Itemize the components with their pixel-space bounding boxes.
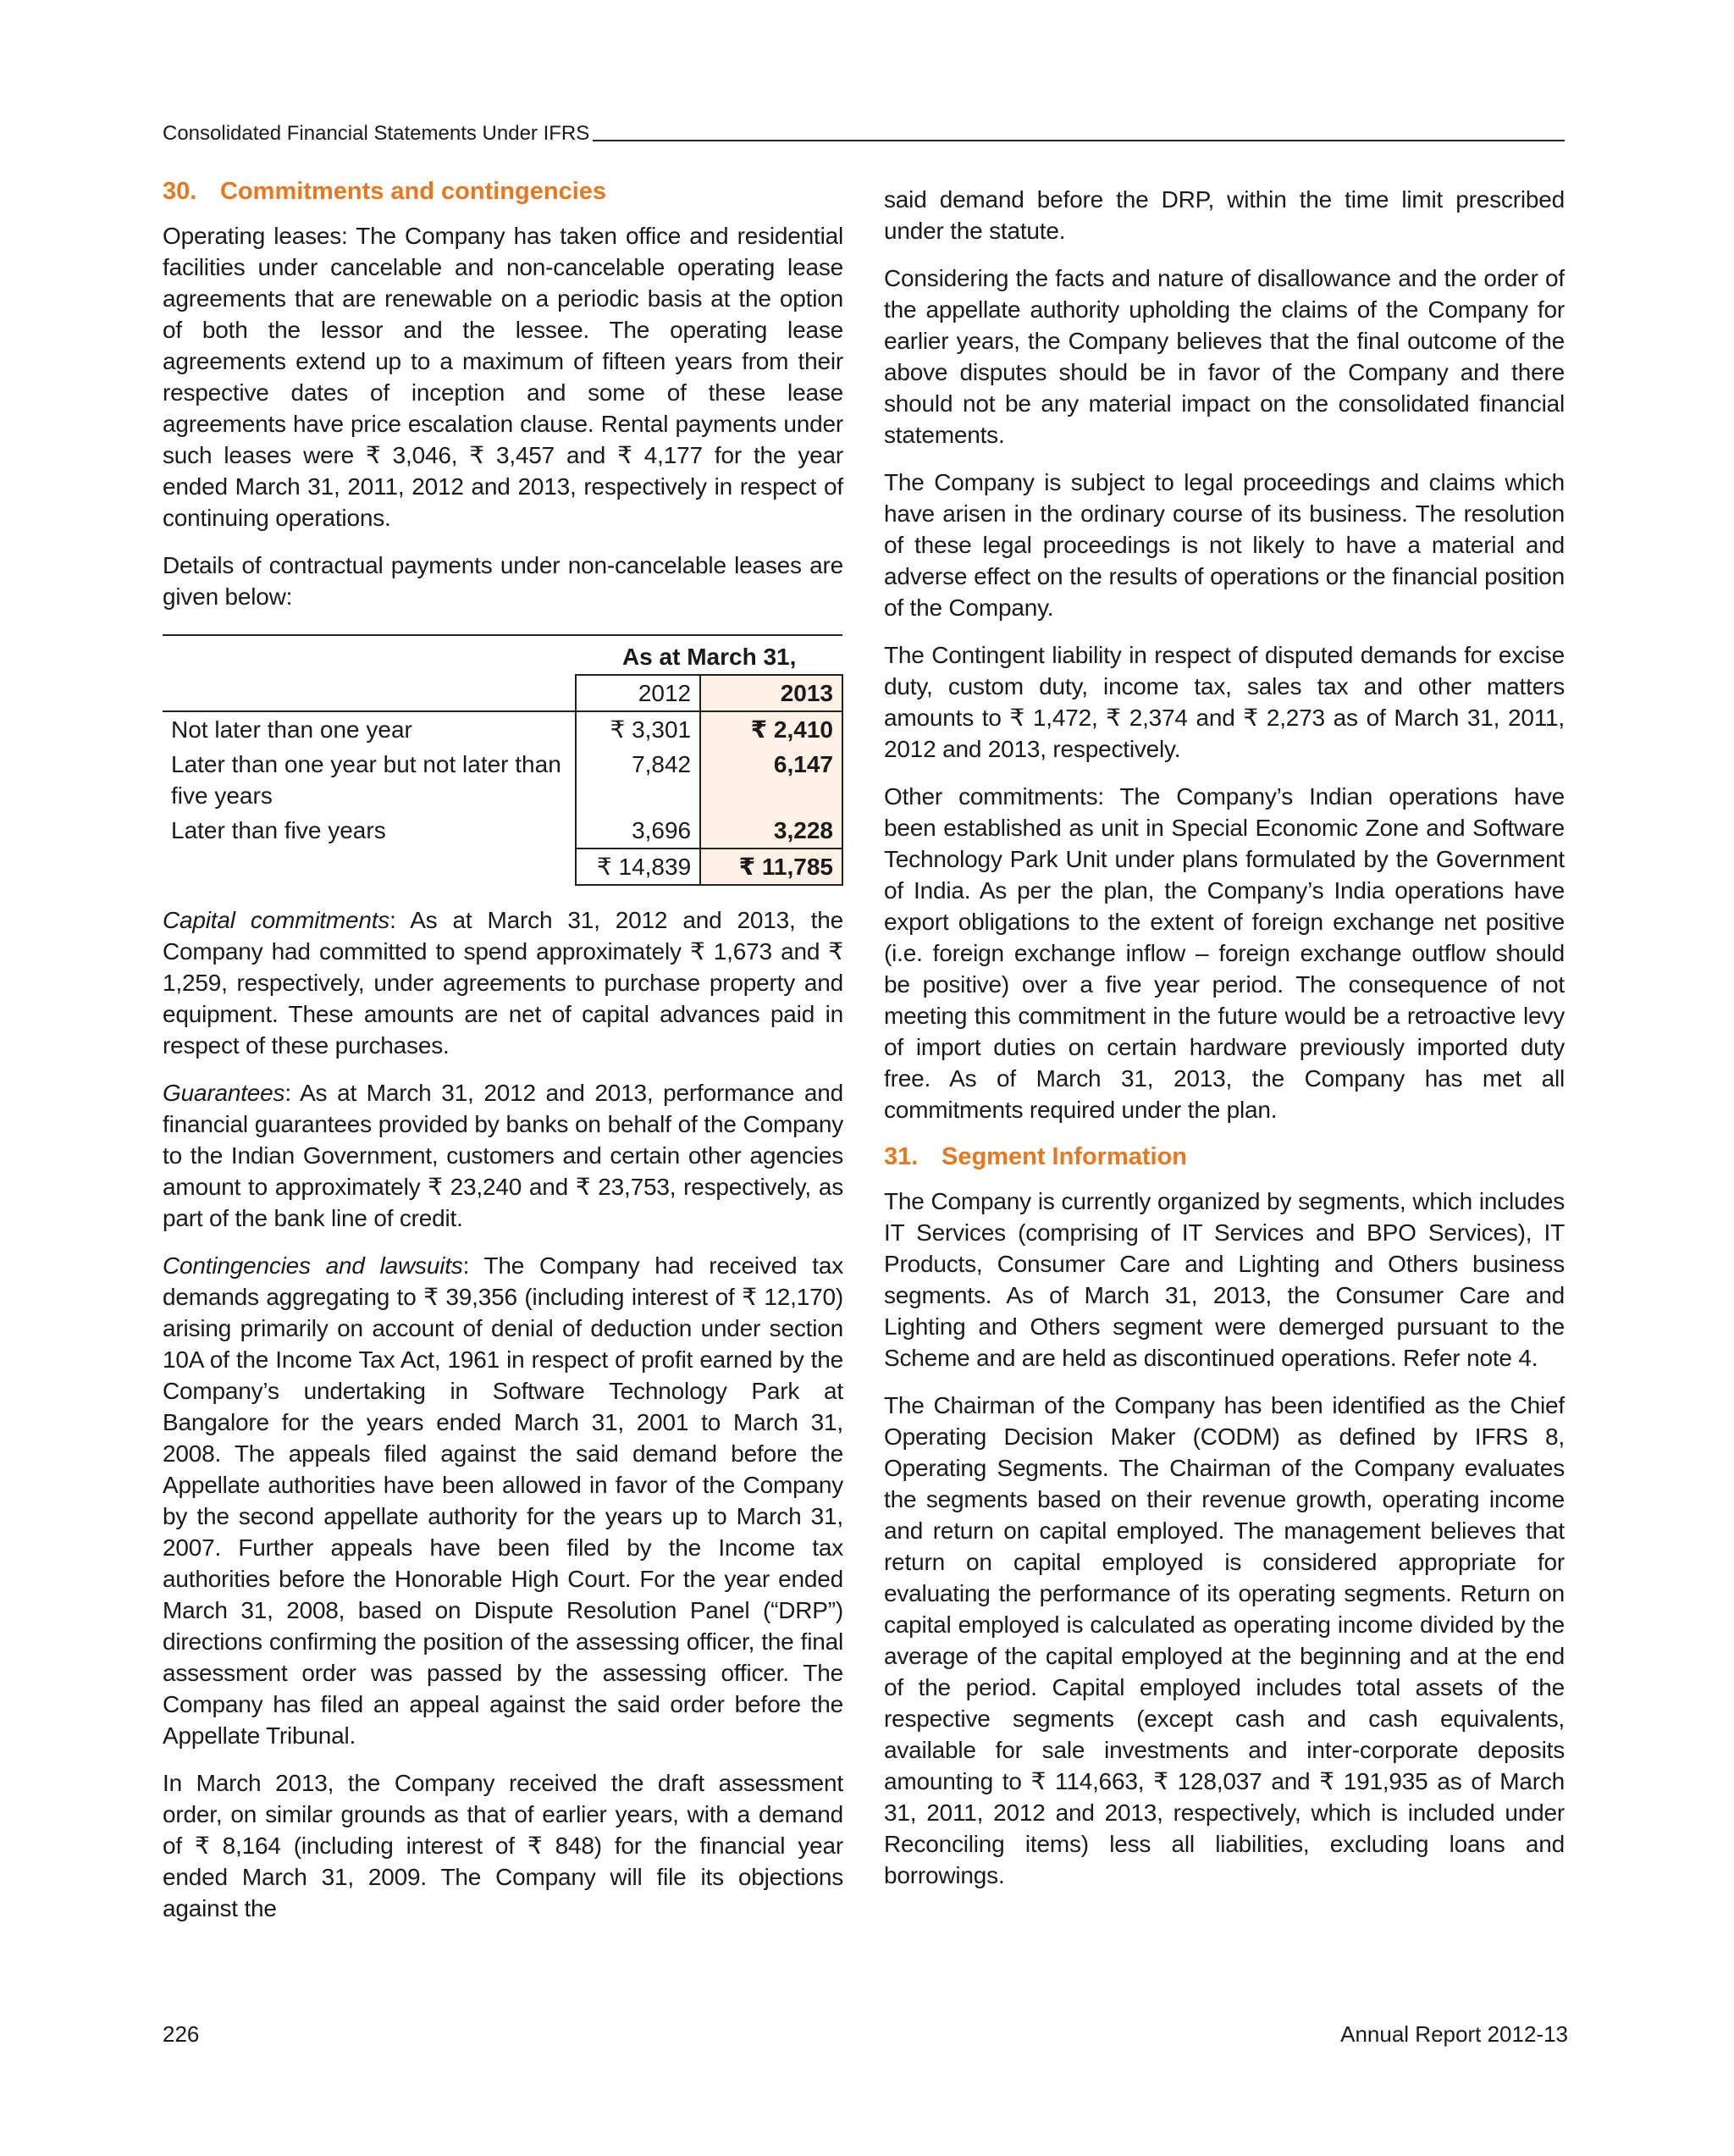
codm-paragraph: The Chairman of the Company has been identified as the Chief Operating Decision Maker (CODM) as defined by IFRS 8, Operating Segments. The Chairman of the Company evaluates the segments based on their revenue growth, operating income and return on capital employed. The management believes that return on capital employed is considered appropriate for evaluating the performance of its operating segments. Return on capital employed is calculated as operating income divided by the average of the capital employed at the beginning and at the end of the period. Capital employed includes total assets of the respective segments (except cash and cash equivalents, available for sale investments and inter-corporate deposits amounting to ₹ 114,663, ₹ 128,037 and ₹ 191,935 as of March 31, 2011, 2012 and 2013, respectively, which is included under Reconciling items) less all liabilities, excluding loans and borrowings. — [884, 1392, 1565, 1888]
section-31-number: 31. — [884, 1143, 919, 1170]
running-header-title: Consolidated Financial Statements Under IFRS — [163, 122, 590, 145]
row-value-2013: 6,147 — [700, 747, 842, 813]
guarantees-paragraph — [163, 1077, 843, 1234]
section-30-heading — [163, 176, 843, 207]
legal-proceedings-paragraph: The Company is subject to legal proceedings and claims which have arisen in the ordinary course of its business. The resolution of these legal proceedings is not likely to have a material and adverse effect on the results of operations or the financial position of the Company. — [884, 469, 1565, 621]
report-title: Annual Report 2012-13 — [1340, 2021, 1568, 2047]
contingencies-text: : The Company had received tax demands aggregating to ₹ 39,356 (including interest of ₹ 12,170) arising primarily on account of denial of deduction under section 10A of the Income Tax Act, 1961 in respect of profit earned by the Company’s undertaking in Software Technology Park at Bangalore for the years ended March 31, 2001 to March 31, 2008. The appeals filed against the said demand before the Appellate authorities have been allowed in favor of the Company by the second appellate authority for the years up to March 31, 2007. Further appeals have been filed by the Income tax authorities before the Honorable High Court. For the year ended March 31, 2008, based on Dispute Resolution Panel (“DRP”) directions confirming the position of the assessing officer, the final assessment order was passed by the assessing officer. The Company has filed an appeal against the said order before the Appellate Tribunal. — [163, 1252, 844, 1749]
page-number: 226 — [163, 2021, 200, 2047]
segments-paragraph: The Company is currently organized by segments, which includes IT Services (comprising of IT Services and BPO Services), IT Products, Consumer Care and Lighting and Others business segments. As of March 31, 2013, the Consumer Care and Lighting and Others segment were demerged pursuant to the Scheme and are held as discontinued operations. Refer note 4. — [884, 1188, 1565, 1371]
left-column — [163, 176, 843, 1940]
lease-payments-table — [163, 634, 843, 886]
page-footer — [163, 2021, 1568, 2048]
running-header — [163, 121, 1565, 146]
total-2013: ₹ 11,785 — [700, 849, 842, 885]
table-row — [163, 711, 842, 747]
column-header-2013: 2013 — [700, 675, 842, 711]
drp-continuation-paragraph: said demand before the DRP, within the time limit prescribed under the statute. — [884, 186, 1565, 244]
total-2012: ₹ 14,839 — [576, 849, 700, 885]
section-31-heading — [884, 1142, 1565, 1172]
draft-assessment-paragraph: In March 2013, the Company received the draft assessment order, on similar grounds as that of earlier years, with a demand of ₹ 8,164 (including interest of ₹ 848) for the financial year ended March 31, 2009. The Company will file its objections against the — [163, 1770, 843, 1921]
contingencies-paragraph — [163, 1250, 843, 1751]
operating-leases-paragraph: Operating leases: The Company has taken office and residential facilities under cancelable and non-cancelable operating lease agreements that are renewable on a periodic basis at the option of both the lessor and the lessee. The operating lease agreements extend up to a maximum of fifteen years from their respective dates of inception and some of these lease agreements have price escalation clause. Rental payments under such leases were ₹ 3,046, ₹ 3,457 and ₹ 4,177 for the year ended March 31, 2011, 2012 and 2013, respectively in respect of continuing operations. — [163, 223, 843, 531]
table-row — [163, 747, 842, 813]
table-row — [163, 813, 842, 849]
row-value-2013: 3,228 — [700, 813, 842, 849]
other-commitments-paragraph: Other commitments: The Company’s Indian operations have been established as unit in Special Economic Zone and Software Technology Park Unit under plans formulated by the Government of India. As per the plan, the Company’s India operations have export obligations to the extent of foreign exchange net positive (i.e. foreign exchange inflow – foreign exchange outflow should be positive) over a five year period. The consequence of not meeting this commitment in the future would be a retroactive levy of import duties on certain hardware previously imported duty free. As of March 31, 2013, the Company has met all commitments required under the plan. — [884, 783, 1565, 1123]
disallowance-paragraph: Considering the facts and nature of disallowance and the order of the appellate authority upholding the claims of the Company for earlier years, the Company believes that the final outcome of the above disputes should be in favor of the Company and there should not be any material impact on the consolidated financial statements. — [884, 265, 1565, 448]
table-total-row — [163, 849, 842, 885]
table-group-header: As at March 31, — [621, 644, 797, 670]
capital-commitments-text: : As at March 31, 2012 and 2013, the Company had committed to spend approximately ₹ 1,673 and ₹ 1,259, respectively, under agreements to purchase property and equipment. These amounts are net of capital advances paid in respect of these purchases. — [163, 907, 843, 1059]
capital-commitments-label: Capital commitments — [163, 907, 390, 933]
row-label: Later than one year but not later than five years — [171, 751, 561, 809]
capital-commitments-paragraph — [163, 904, 843, 1061]
section-30-number: 30. — [163, 178, 197, 205]
contingencies-label: Contingencies and lawsuits — [163, 1252, 463, 1279]
row-value-2012: 7,842 — [576, 747, 700, 813]
row-value-2013: ₹ 2,410 — [700, 711, 842, 747]
guarantees-label: Guarantees — [163, 1080, 285, 1106]
right-column — [884, 184, 1565, 1907]
guarantees-text: : As at March 31, 2012 and 2013, performance and financial guarantees provided by banks on behalf of the Company to the Indian Government, customers and certain other agencies amount to approximately ₹ 23,240 and ₹ 23,753, respectively, as part of the bank line of credit. — [163, 1080, 843, 1231]
row-value-2012: ₹ 3,301 — [576, 711, 700, 747]
lease-details-intro: Details of contractual payments under non-cancelable leases are given below: — [163, 552, 843, 610]
header-rule — [593, 140, 1565, 141]
row-value-2012: 3,696 — [576, 813, 700, 849]
column-header-2012: 2012 — [576, 675, 700, 711]
section-30-title: Commitments and contingencies — [220, 178, 607, 205]
row-label: Not later than one year — [171, 716, 412, 743]
contingent-liability-paragraph: The Contingent liability in respect of disputed demands for excise duty, custom duty, income tax, sales tax and other matters amounts to ₹ 1,472, ₹ 2,374 and ₹ 2,273 as of March 31, 2011, 2012 and 2013, respectively. — [884, 642, 1565, 762]
row-label: Later than five years — [171, 817, 386, 843]
section-31-title: Segment Information — [942, 1143, 1188, 1170]
